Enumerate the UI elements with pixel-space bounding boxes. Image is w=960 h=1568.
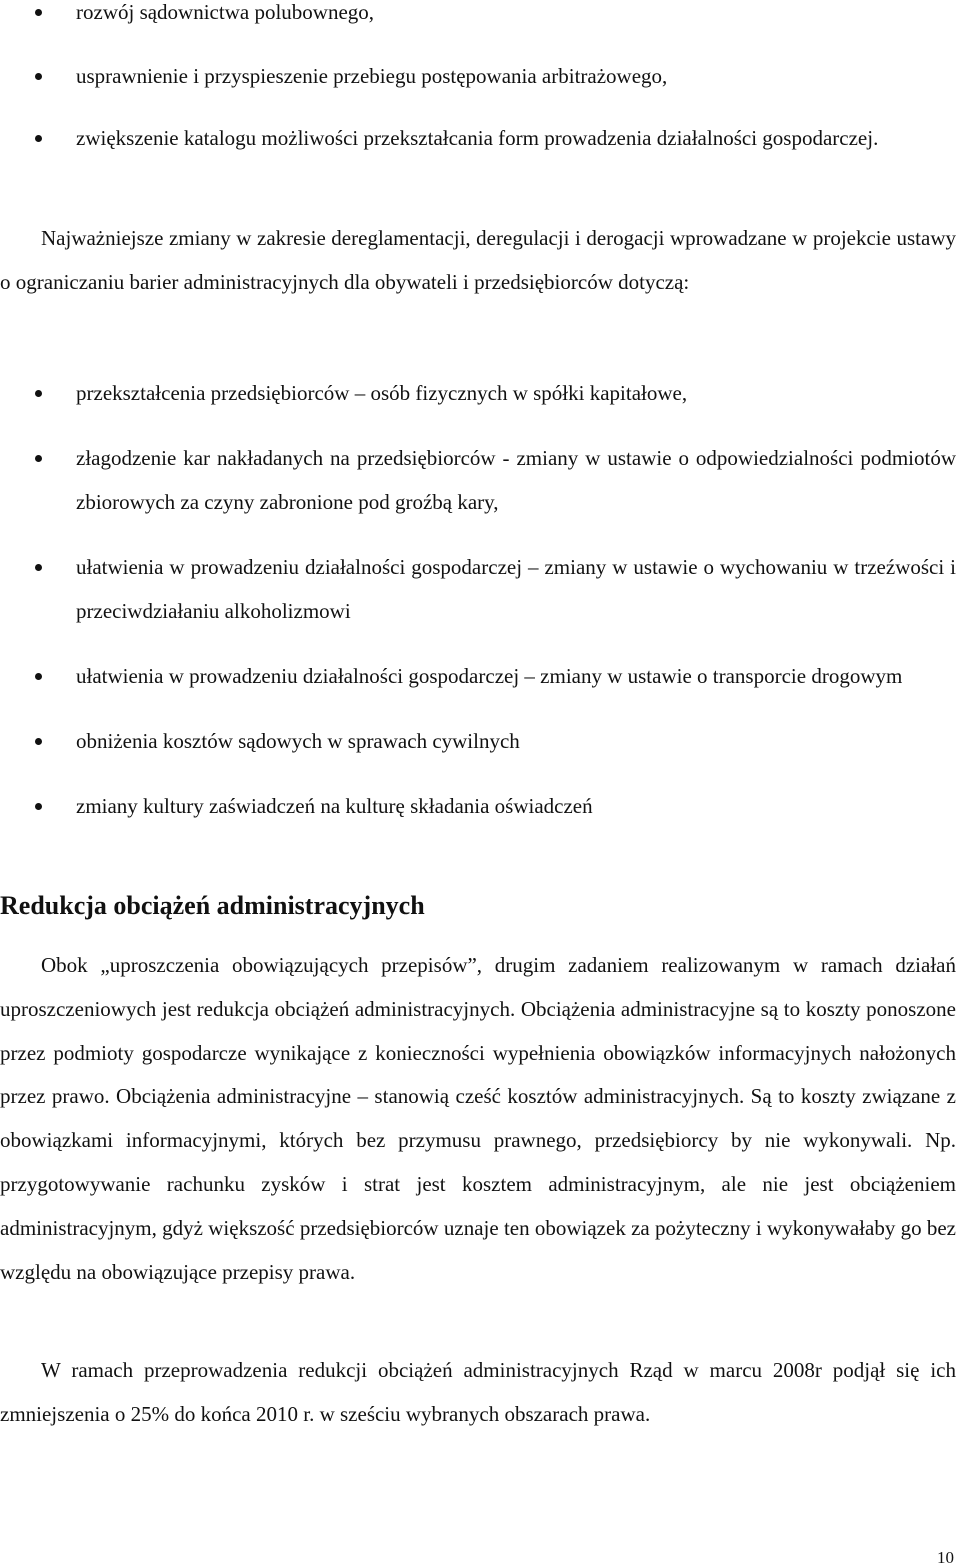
burdens-paragraph: Obok „uproszczenia obowiązujących przepisów”, drugim zadaniem realizowanym w ramach działań uproszczeniowych jest redukcja obciążeń administracyjnych. Obciążenia administracyjne są to koszty ponoszone przez podmioty gospodarcze wynikające z konieczności wypełnienia obowiązków informacyjnych nałożonych przez prawo. Obciążenia administracyjne – stanowią cześć kosztów administracyjnych. Są to koszty związane z obowiązkami informacyjnymi, których bez przymusu prawnego, przedsiębiorcy by nie wykonywali. Np. przygotowywanie rachunku zysków i strat jest kosztem administracyjnym, ale nie jest obciążeniem administracyjnym, gdyż większość przedsiębiorców uznaje ten obowiązek za pożyteczny i wykonywałaby go bez względu na obowiązujące przepisy prawa. <box>0 953 956 1284</box>
section-heading: Redukcja obciążeń administracyjnych <box>0 891 425 920</box>
list-item: przekształcenia przedsiębiorców – osób fizycznych w spółki kapitałowe, <box>0 371 960 415</box>
bullet-list-goals <box>0 0 960 160</box>
list-item: ułatwienia w prowadzeniu działalności gospodarczej – zmiany w ustawie o wychowaniu w trzeźwości i przeciwdziałaniu alkoholizmowi <box>0 545 960 633</box>
list-item: rozwój sądownictwa polubownego, <box>0 0 960 34</box>
bullet-list-changes <box>0 371 960 849</box>
page-number: 10 <box>937 1548 954 1567</box>
list-item: ułatwienia w prowadzeniu działalności gospodarczej – zmiany w ustawie o transporcie drogowym <box>0 654 960 698</box>
intro-paragraph: Najważniejsze zmiany w zakresie dereglamentacji, deregulacji i derogacji wprowadzane w projekcie ustawy o ograniczaniu barier administracyjnych dla obywateli i przedsiębiorców dotyczą: <box>0 226 956 294</box>
list-item: zwiększenie katalogu możliwości przekształcania form prowadzenia działalności gospodarczej. <box>0 116 960 160</box>
list-item: usprawnienie i przyspieszenie przebiegu postępowania arbitrażowego, <box>0 54 960 98</box>
list-item: złagodzenie kar nakładanych na przedsiębiorców - zmiany w ustawie o odpowiedzialności podmiotów zbiorowych za czyny zabronione pod groźbą kary, <box>0 436 960 524</box>
list-item: zmiany kultury zaświadczeń na kulturę składania oświadczeń <box>0 784 960 828</box>
reduction-paragraph: W ramach przeprowadzenia redukcji obciążeń administracyjnych Rząd w marcu 2008r podjął się ich zmniejszenia o 25% do końca 2010 r. w sześciu wybranych obszarach prawa. <box>0 1358 956 1426</box>
list-item: obniżenia kosztów sądowych w sprawach cywilnych <box>0 719 960 763</box>
